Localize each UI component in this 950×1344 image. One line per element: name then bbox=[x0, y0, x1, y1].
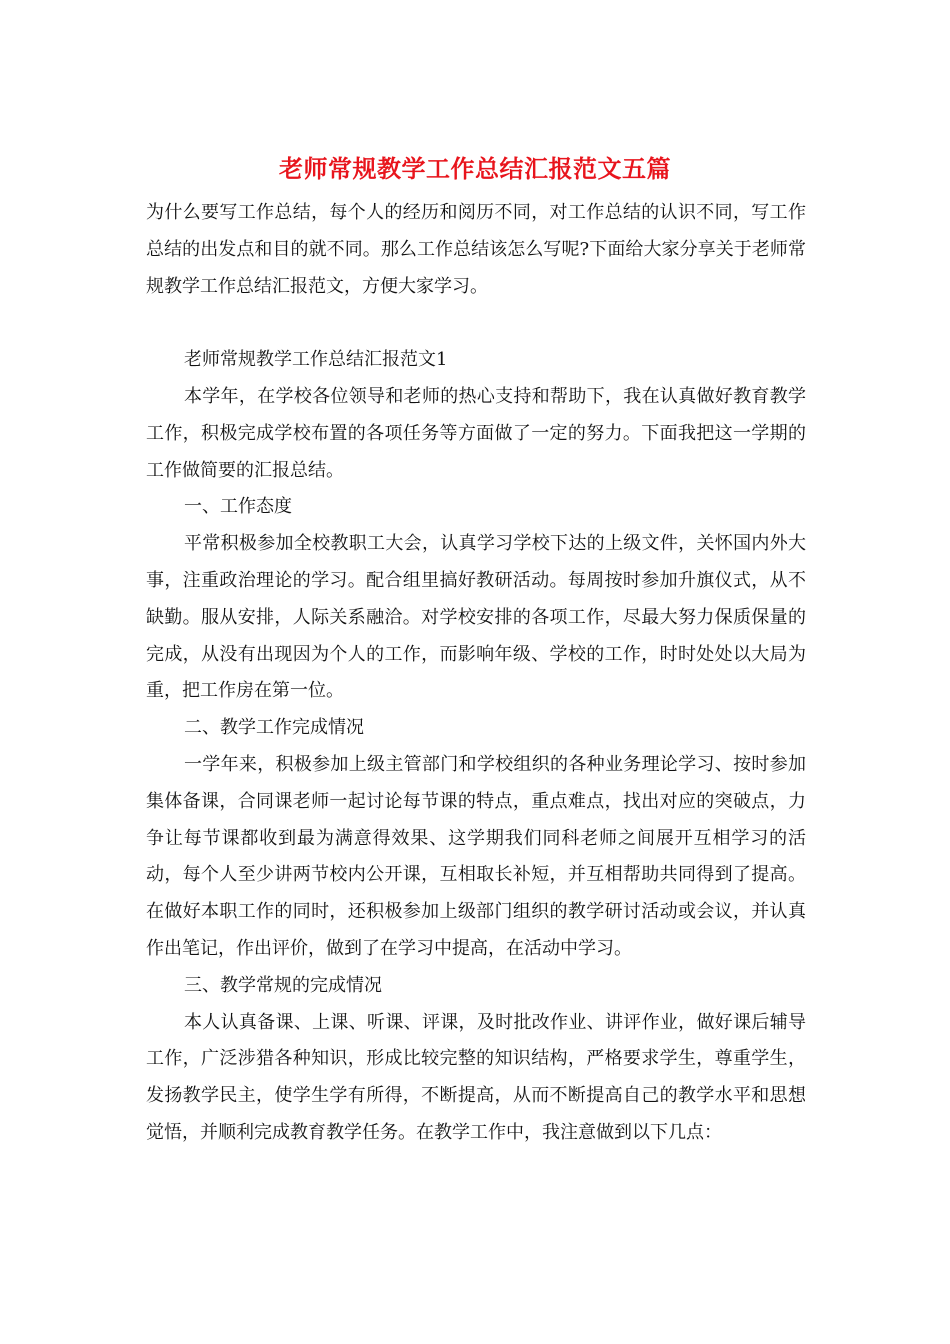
body-paragraph: 本学年，在学校各位领导和老师的热心支持和帮助下，我在认真做好教育教学工作，积极完成学校布置的各项任务等方面做了一定的努力。下面我把这一学期的工作做简要的汇报总结。 bbox=[146, 385, 806, 481]
subheading-teaching-routine: 三、教学常规的完成情况 bbox=[184, 974, 382, 996]
section-heading: 老师常规教学工作总结汇报范文1 bbox=[184, 349, 448, 371]
body-paragraph: 平常积极参加全校教职工大会，认真学习学校下达的上级文件，关怀国内外大事，注重政治理论的学习。配合组里搞好教研活动。每周按时参加升旗仪式，从不缺勤。服从安排，人际关系融洽。对学校安排的各项工作，尽最大努力保质保量的完成，从没有出现因为个人的工作，而影响年级、学校的工作，时时处处以大局为重，把工作房在第一位。 bbox=[146, 533, 806, 702]
subheading-teaching-completion: 二、教学工作完成情况 bbox=[184, 717, 364, 739]
document-body bbox=[146, 195, 806, 1152]
paragraph-gap bbox=[146, 305, 806, 342]
body-paragraph: 一学年来，积极参加上级主管部门和学校组织的各种业务理论学习、按时参加集体备课，合同课老师一起讨论每节课的特点，重点难点，找出对应的突破点，力争让每节课都收到最为满意得效果、这学期我们同科老师之间展开互相学习的活动，每个人至少讲两节校内公开课，互相取长补短，并互相帮助共同得到了提高。在做好本职工作的同时，还积极参加上级部门组织的教学研讨活动或会议，并认真作出笔记，作出评价，做到了在学习中提高，在活动中学习。 bbox=[146, 753, 806, 959]
intro-paragraph: 为什么要写工作总结，每个人的经历和阅历不同，对工作总结的认识不同，写工作总结的出发点和目的就不同。那么工作总结该怎么写呢?下面给大家分享关于老师常规教学工作总结汇报范文，方便大家学习。 bbox=[146, 202, 806, 297]
document-title: 老师常规教学工作总结汇报范文五篇 bbox=[279, 154, 671, 183]
subheading-work-attitude: 一、工作态度 bbox=[184, 496, 292, 518]
body-paragraph: 本人认真备课、上课、听课、评课，及时批改作业、讲评作业，做好课后辅导工作，广泛涉猎各种知识，形成比较完整的知识结构，严格要求学生，尊重学生，发扬教学民主，使学生学有所得，不断提高，从而不断提高自己的教学水平和思想觉悟，并顺利完成教育教学任务。在教学工作中，我注意做到以下几点： bbox=[146, 1011, 806, 1143]
